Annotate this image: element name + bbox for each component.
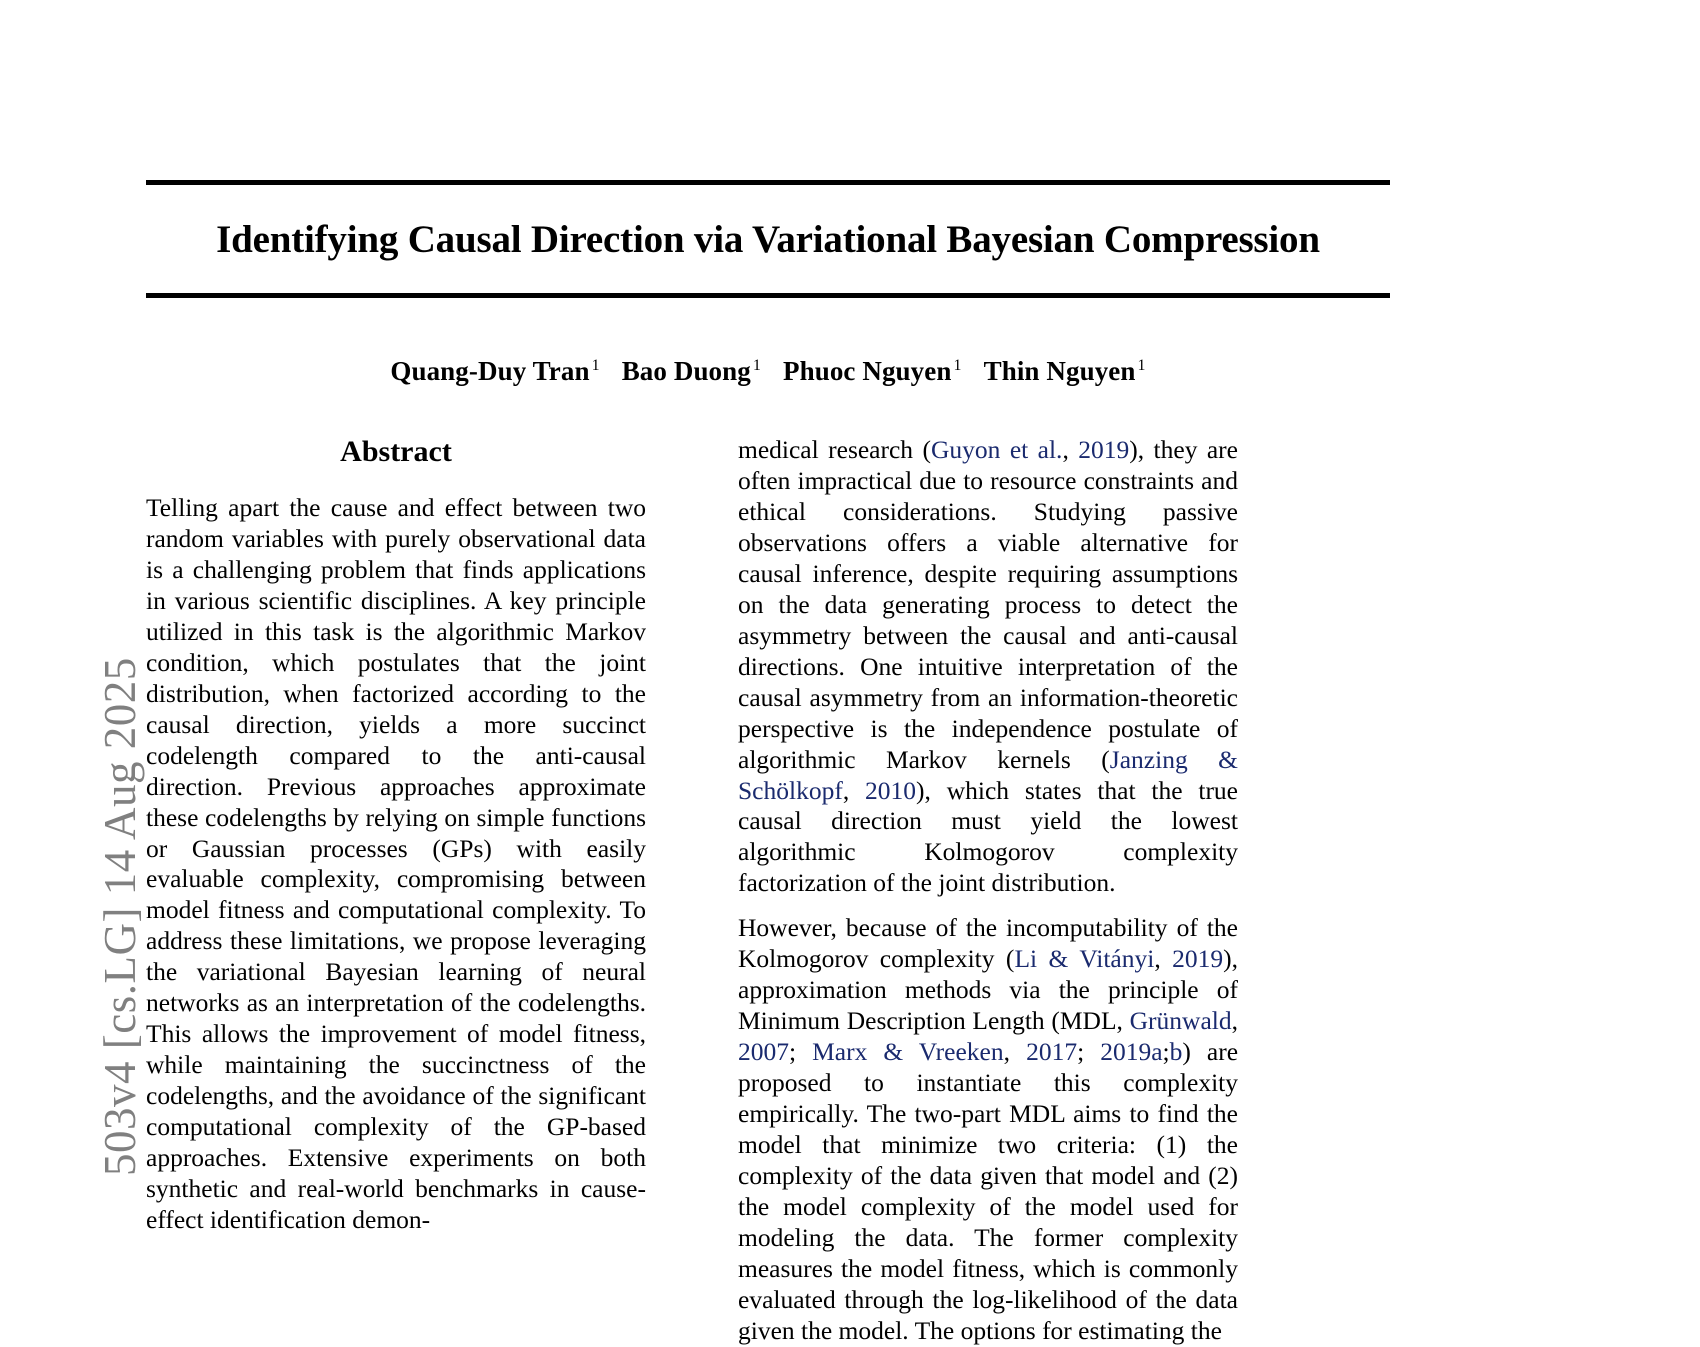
body-text-run: , bbox=[1154, 944, 1173, 974]
body-text-run: However, because of the incomputability of the Kolmogorov complexity ( bbox=[738, 913, 1238, 974]
body-text-run: ; bbox=[1077, 1037, 1101, 1067]
citation-link[interactable]: 2019a bbox=[1100, 1037, 1163, 1067]
citation-link[interactable]: Marx & Vreeken bbox=[812, 1037, 1004, 1067]
body-text-run: , bbox=[842, 775, 866, 805]
body-text-run: ) are proposed to instantiate this complexity empirically. The two-part MDL aims to find the model that minimize two criteria: (1) the complexity of the data given that model and (2) the model complexity of the model used for modeling the data. The former complexity measures the model fitness, which is commonly evaluated through the log-likelihood of the data given the model. The options for estimating the bbox=[738, 1037, 1239, 1345]
author-name: Phuoc Nguyen $^1$ bbox=[783, 355, 962, 386]
author-name: Bao Duong $^1$ bbox=[621, 355, 761, 386]
body-text-run: , bbox=[1062, 434, 1079, 464]
intro-paragraph-1 bbox=[738, 435, 1238, 900]
citation-link[interactable]: 2017 bbox=[1026, 1037, 1078, 1067]
right-column bbox=[738, 435, 1238, 1347]
body-text-run: ; bbox=[789, 1037, 813, 1067]
body-text-run: , bbox=[1231, 1006, 1238, 1036]
author-list bbox=[146, 298, 1390, 387]
citation-link[interactable]: 2019 bbox=[1172, 944, 1224, 974]
author-affiliation-mark: 1 bbox=[1137, 356, 1146, 374]
intro-paragraph-2 bbox=[738, 913, 1238, 1347]
body-text-run: ), they are often impractical due to resource constraints and ethical considerations. Studying passive observations offers a viable alternative for causal inference, despite requiring assumptions on the data generating process to detect the asymmetry between the causal and anti-causal directions. One intuitive interpretation of the causal asymmetry from an information-theoretic perspective is the independence postulate of algorithmic Markov kernels ( bbox=[738, 434, 1238, 774]
paper-content bbox=[146, 0, 1390, 1347]
body-text-run: , bbox=[1003, 1037, 1027, 1067]
citation-link[interactable]: Grünwald bbox=[1129, 1006, 1232, 1036]
page-title: Identifying Causal Direction via Variational Bayesian Compression bbox=[216, 218, 1320, 261]
citation-link[interactable]: Li & Vitányi bbox=[1014, 944, 1155, 974]
citation-link[interactable]: b bbox=[1169, 1037, 1183, 1067]
author-name: Thin Nguyen $^1$ bbox=[983, 355, 1146, 386]
citation-link[interactable]: 2007 bbox=[738, 1037, 789, 1067]
body-text-run: ), approximation methods via the principle of Minimum Description Length (MDL, bbox=[738, 944, 1239, 1036]
citation-link[interactable]: Janzing & Schölkopf bbox=[738, 744, 1238, 805]
citation-link[interactable]: Guyon et al. bbox=[930, 434, 1063, 464]
author-affiliation-mark: 1 bbox=[752, 356, 761, 374]
author-name: Quang-Duy Tran $^1$ bbox=[390, 355, 600, 386]
arxiv-identifier-stamp: 503v4 [cs.LG] 14 Aug 2025 bbox=[95, 657, 145, 1176]
citation-link[interactable]: 2019 bbox=[1078, 434, 1130, 464]
abstract-paragraph: Telling apart the cause and effect between two random variables with purely observational data is a challenging problem that finds applications in various scientific disciplines. A key principle utilized in this task is the algorithmic Markov condition, which postulates that the joint distribution, when factorized according to the causal direction, yields a more succinct codelength compared to the anti-causal direction. Previous approaches approximate these codelengths by relying on simple functions or Gaussian processes (GPs) with easily evaluable complexity, compromising between model fitness and computational complexity. To address these limitations, we propose leveraging the variational Bayesian learning of neural networks as an interpretation of the codelengths. This allows the improvement of model fitness, while maintaining the succinctness of the codelengths, and the avoidance of the significant computational complexity of the GP-based approaches. Extensive experiments on both synthetic and real-world benchmarks in cause-effect identification demon- bbox=[146, 492, 646, 1235]
body-text-run: ), which states that the true causal direction must yield the lowest algorithmic Kolmogorov complexity factorization of the joint distribution. bbox=[738, 775, 1239, 898]
abstract-heading: Abstract bbox=[340, 434, 452, 468]
two-column-body bbox=[146, 387, 1390, 1347]
author-affiliation-mark: 1 bbox=[953, 356, 962, 374]
body-text-run: ; bbox=[1162, 1037, 1170, 1067]
body-text-run: medical research ( bbox=[738, 434, 931, 464]
author-affiliation-mark: 1 bbox=[591, 356, 600, 374]
citation-link[interactable]: 2010 bbox=[865, 775, 917, 805]
left-column bbox=[146, 435, 646, 1347]
